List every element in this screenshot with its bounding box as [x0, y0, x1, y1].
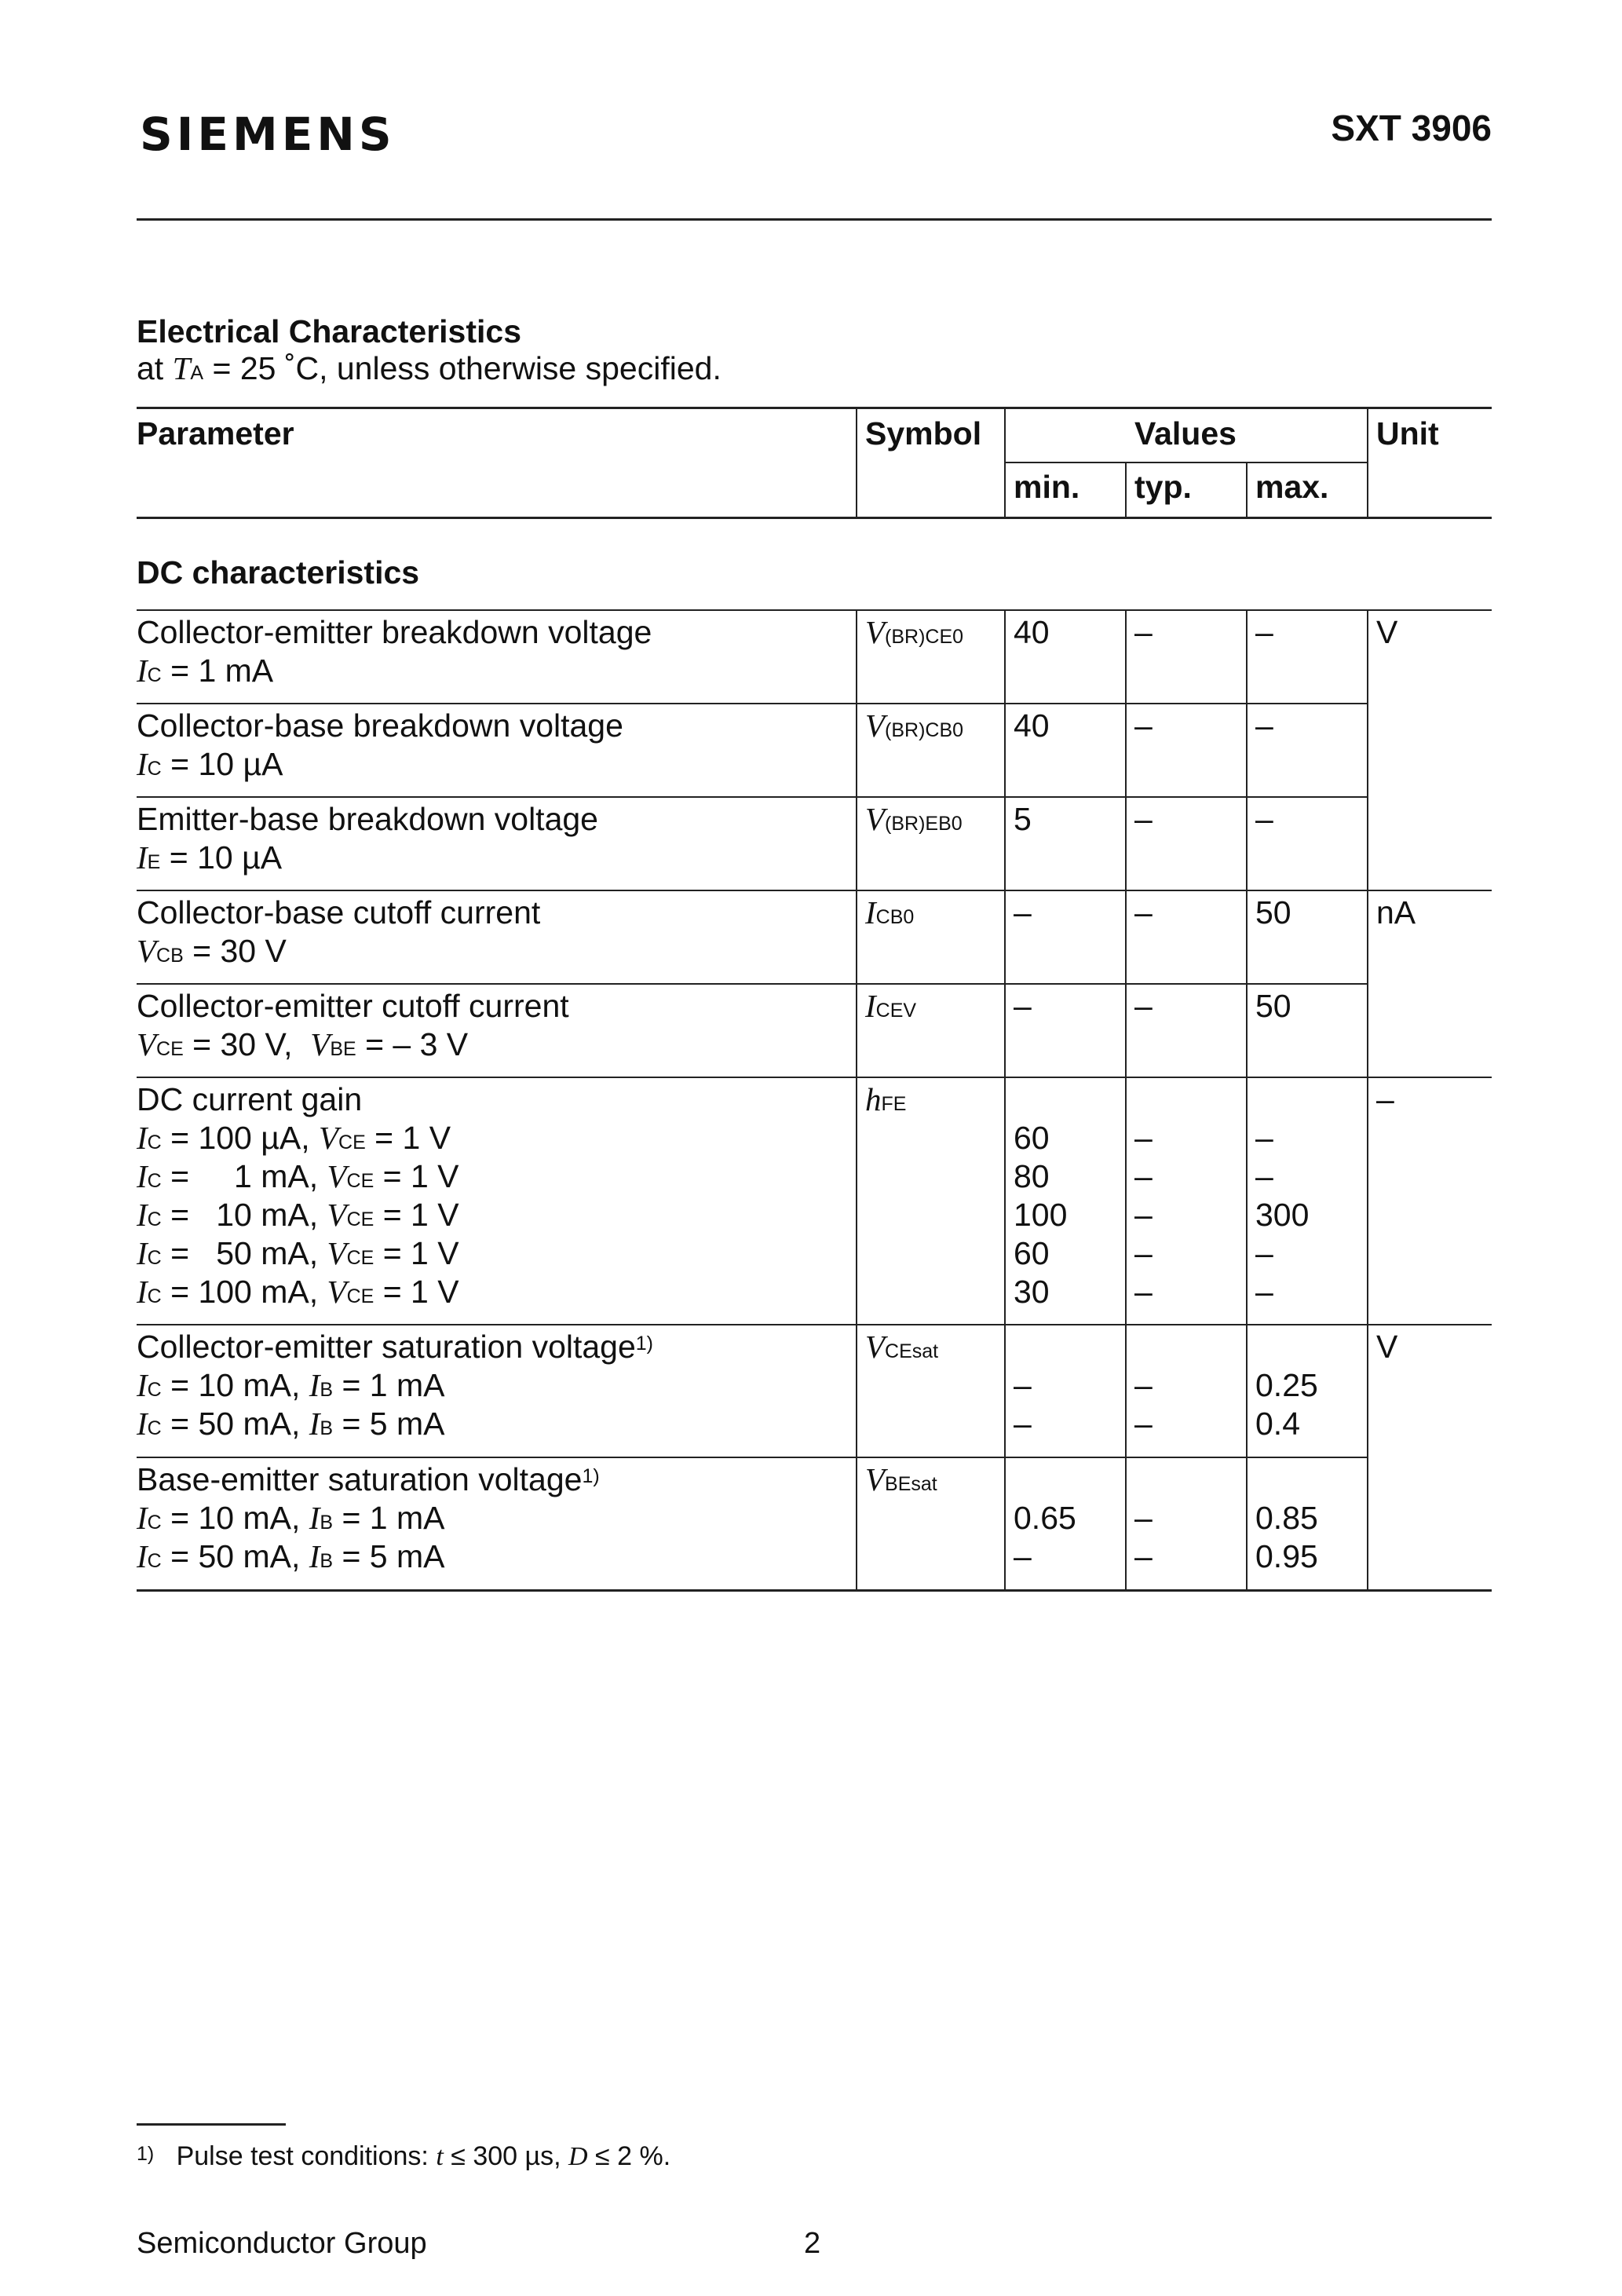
- row-symbol: [865, 1328, 938, 1371]
- table-column-rule: [1367, 1457, 1368, 1589]
- condition-text: = 1 mA: [333, 1500, 445, 1536]
- value-typ: –: [1134, 707, 1153, 744]
- symbol-letter: I: [137, 1235, 148, 1271]
- value-typ: –: [1134, 1235, 1153, 1271]
- table-column-rule: [1125, 1457, 1127, 1589]
- table-column-rule: [856, 703, 857, 796]
- row-condition: [137, 1366, 445, 1409]
- condition-text: = 10 mA,: [161, 1500, 309, 1536]
- value-max: 50: [1255, 894, 1291, 930]
- row-symbol: [865, 987, 916, 1030]
- footnote-ref: 1): [582, 1465, 600, 1487]
- table-column-rule: [1246, 983, 1248, 1077]
- table-column-rule: [1367, 890, 1368, 983]
- symbol-letter: I: [137, 746, 148, 782]
- value-min: –: [1014, 1538, 1032, 1574]
- parameter-name: Collector-emitter breakdown voltage: [137, 614, 652, 650]
- table-rule: [137, 1077, 1367, 1078]
- footer-company: Semiconductor Group: [137, 2227, 427, 2260]
- symbol-letter: I: [137, 1158, 148, 1194]
- parameter-name: DC current gain: [137, 1081, 363, 1117]
- table-rule: [137, 890, 1367, 891]
- value-max: –: [1255, 1158, 1273, 1194]
- symbol-subscript: CE: [156, 1038, 184, 1060]
- symbol-subscript: B: [320, 1550, 334, 1572]
- header-rule: [137, 218, 1492, 221]
- row-condition: [137, 1234, 459, 1278]
- symbol-letter: I: [137, 1500, 148, 1536]
- value-typ: –: [1134, 614, 1153, 650]
- row-parameter: [137, 613, 652, 652]
- row-condition: [137, 1026, 468, 1069]
- value-max: –: [1255, 801, 1273, 837]
- condition-text: = 1 V: [365, 1120, 451, 1156]
- condition-text: = – 3 V: [356, 1026, 469, 1062]
- symbol-subscript: CB: [156, 945, 184, 967]
- symbol-subscript: (BR)EB0: [885, 813, 963, 835]
- row-parameter: [137, 800, 598, 839]
- table-column-rule: [1125, 1077, 1127, 1324]
- page-number: 2: [804, 2227, 821, 2260]
- value-min: 100: [1014, 1197, 1068, 1233]
- value-max: –: [1255, 1235, 1273, 1271]
- symbol-subscript: B: [320, 1379, 334, 1401]
- table-column-rule: [856, 1457, 857, 1589]
- value-typ: –: [1134, 1197, 1153, 1233]
- symbol-letter: V: [137, 933, 157, 969]
- header-typ: typ.: [1134, 469, 1192, 505]
- table-column-rule: [1004, 1324, 1006, 1457]
- symbol-subscript: C: [147, 1512, 162, 1534]
- value-max: –: [1255, 1274, 1273, 1310]
- table-rule: [137, 1324, 1367, 1325]
- table-column-rule: [1125, 609, 1127, 703]
- symbol-letter: V: [310, 1026, 331, 1062]
- symbol-subscript: CE: [346, 1247, 374, 1269]
- value-typ: –: [1134, 1500, 1153, 1536]
- row-condition: [137, 652, 273, 695]
- value-typ: –: [1134, 894, 1153, 930]
- table-column-rule: [1246, 890, 1248, 983]
- symbol-subscript: (BR)CE0: [885, 626, 964, 648]
- symbol-letter: I: [137, 1197, 148, 1233]
- symbol-subscript: C: [147, 1132, 162, 1153]
- symbol-letter: I: [309, 1406, 320, 1442]
- condition-text: = 50 mA,: [161, 1538, 309, 1574]
- table-column-rule: [1367, 983, 1368, 1077]
- value-max: –: [1255, 614, 1273, 650]
- table-column-rule: [1004, 609, 1006, 703]
- table-column-rule: [1004, 703, 1006, 796]
- value-typ: –: [1134, 1158, 1153, 1194]
- parameter-name: Collector-base breakdown voltage: [137, 707, 623, 744]
- value-typ: –: [1134, 988, 1153, 1024]
- table-column-rule: [1367, 703, 1368, 796]
- condition-text: = 30 V: [183, 933, 287, 969]
- header-parameter: Parameter: [137, 415, 294, 452]
- value-max: 0.85: [1255, 1500, 1318, 1536]
- row-symbol: [865, 800, 963, 843]
- value-min: –: [1014, 894, 1032, 930]
- table-rule: [1367, 890, 1492, 891]
- row-unit: –: [1376, 1081, 1394, 1117]
- symbol-subscript: CB0: [875, 906, 915, 928]
- symbol-letter: I: [137, 1274, 148, 1310]
- symbol-subscript: CE: [338, 1132, 366, 1153]
- symbol-subscript: C: [147, 1285, 162, 1307]
- header-max: max.: [1255, 469, 1329, 505]
- value-typ: –: [1134, 801, 1153, 837]
- header-symbol: Symbol: [865, 415, 982, 452]
- table-rule: [137, 1457, 1367, 1458]
- part-number: SXT 3906: [1331, 108, 1492, 148]
- condition-text: = 1 V: [374, 1274, 459, 1310]
- symbol-letter: I: [137, 839, 148, 876]
- value-typ: –: [1134, 1120, 1153, 1156]
- section-title: Electrical Characteristics: [137, 313, 521, 349]
- parameter-name: Base-emitter saturation voltage: [137, 1461, 583, 1497]
- table-column-rule: [1004, 796, 1006, 890]
- table-column-rule: [1367, 407, 1368, 517]
- condition-text: = 50 mA,: [161, 1406, 309, 1442]
- value-min: 40: [1014, 614, 1050, 650]
- condition-text: = 1 mA: [333, 1367, 445, 1403]
- condition-text: = 1 V: [374, 1235, 459, 1271]
- symbol-subscript: C: [147, 1417, 162, 1439]
- symbol-subscript: (BR)CB0: [885, 719, 964, 741]
- parameter-name: Collector-emitter saturation voltage: [137, 1329, 636, 1365]
- row-condition: [137, 1499, 445, 1542]
- symbol-letter: I: [309, 1367, 320, 1403]
- table-rule: [137, 703, 1367, 704]
- symbol-letter: V: [865, 707, 886, 744]
- symbol-subscript: CE: [346, 1170, 374, 1192]
- table-column-rule: [1004, 890, 1006, 983]
- table-column-rule: [1125, 796, 1127, 890]
- value-typ: –: [1134, 1367, 1153, 1403]
- table-column-rule: [1004, 1457, 1006, 1589]
- symbol-subscript: C: [147, 1208, 162, 1230]
- header-values: Values: [1134, 415, 1237, 452]
- table-column-rule: [1004, 983, 1006, 1077]
- symbol-letter: I: [309, 1500, 320, 1536]
- table-column-rule: [1125, 462, 1127, 517]
- table-column-rule: [1246, 609, 1248, 703]
- symbol-letter: V: [327, 1235, 347, 1271]
- condition-text: = 1 V: [374, 1197, 459, 1233]
- condition-text: = 10 µA: [160, 839, 283, 876]
- table-rule: [1367, 1589, 1492, 1592]
- table-column-rule: [1125, 890, 1127, 983]
- value-min: –: [1014, 1367, 1032, 1403]
- value-typ: –: [1134, 1538, 1153, 1574]
- table-column-rule: [1125, 1324, 1127, 1457]
- symbol-subscript: CEsat: [885, 1340, 939, 1362]
- symbol-letter: V: [865, 801, 886, 837]
- value-min: 5: [1014, 801, 1032, 837]
- condition-text: = 1 V: [374, 1158, 459, 1194]
- symbol-subscript: FE: [881, 1093, 907, 1115]
- condition-text: = 1 mA,: [161, 1158, 327, 1194]
- row-condition: [137, 1405, 445, 1448]
- symbol-subscript: BE: [330, 1038, 356, 1060]
- header-min: min.: [1014, 469, 1080, 505]
- row-condition: [137, 1196, 459, 1239]
- table-rule: [1367, 1077, 1492, 1078]
- row-condition: [137, 839, 282, 882]
- row-unit: V: [1376, 614, 1398, 650]
- symbol-subscript: CE: [346, 1285, 374, 1307]
- table-rule: [137, 609, 1492, 611]
- row-symbol: [865, 894, 914, 937]
- table-column-rule: [1246, 1457, 1248, 1589]
- row-condition: [137, 1273, 459, 1316]
- table-rule: [137, 407, 1492, 409]
- header-unit: Unit: [1376, 415, 1439, 452]
- table-rule: [137, 517, 1492, 519]
- symbol-subscript: C: [147, 1247, 162, 1269]
- row-parameter: [137, 1461, 600, 1499]
- symbol-subscript: CE: [346, 1208, 374, 1230]
- value-typ: –: [1134, 1406, 1153, 1442]
- row-unit: V: [1376, 1329, 1398, 1365]
- condition-text: = 10 µA: [161, 746, 283, 782]
- symbol-subscript: B: [320, 1417, 334, 1439]
- value-max: –: [1255, 1120, 1273, 1156]
- value-min: 60: [1014, 1235, 1050, 1271]
- parameter-name: Collector-base cutoff current: [137, 894, 541, 930]
- section-subtitle: at TA = 25 ˚C, unless otherwise specified.: [137, 350, 721, 386]
- row-unit: nA: [1376, 894, 1416, 930]
- table-column-rule: [856, 609, 857, 703]
- symbol-letter: I: [137, 1367, 148, 1403]
- table-column-rule: [1246, 703, 1248, 796]
- row-condition: [137, 745, 283, 788]
- table-column-rule: [856, 1077, 857, 1324]
- table-column-rule: [1125, 703, 1127, 796]
- symbol-letter: V: [319, 1120, 339, 1156]
- footnote-ref: 1): [635, 1333, 654, 1355]
- value-min: –: [1014, 1406, 1032, 1442]
- value-max: 50: [1255, 988, 1291, 1024]
- row-symbol: [865, 613, 963, 656]
- symbol-subscript: C: [147, 1379, 162, 1401]
- condition-text: = 30 V,: [183, 1026, 311, 1062]
- row-symbol: [865, 1461, 937, 1504]
- parameter-name: Emitter-base breakdown voltage: [137, 801, 598, 837]
- symbol-letter: I: [865, 894, 876, 930]
- symbol-letter: I: [137, 653, 148, 689]
- table-rule: [137, 796, 1367, 798]
- value-min: 80: [1014, 1158, 1050, 1194]
- table-column-rule: [856, 407, 857, 517]
- group-title-dc: DC characteristics: [137, 554, 420, 590]
- symbol-letter: V: [865, 1329, 886, 1365]
- row-symbol: [865, 1080, 906, 1124]
- table-column-rule: [1246, 796, 1248, 890]
- row-condition: [137, 1157, 459, 1201]
- symbol-subscript: BEsat: [885, 1473, 937, 1495]
- parameter-name: Collector-emitter cutoff current: [137, 988, 569, 1024]
- value-max: 0.25: [1255, 1367, 1318, 1403]
- footnote-rule: [137, 2123, 286, 2126]
- symbol-letter: I: [137, 1406, 148, 1442]
- value-typ: –: [1134, 1274, 1153, 1310]
- symbol-letter: h: [865, 1081, 882, 1117]
- row-parameter: [137, 894, 540, 932]
- symbol-letter: V: [865, 1461, 886, 1497]
- row-symbol: [865, 707, 963, 750]
- table-column-rule: [1246, 1324, 1248, 1457]
- symbol-letter: I: [137, 1120, 148, 1156]
- condition-text: = 5 mA: [333, 1406, 445, 1442]
- table-column-rule: [856, 796, 857, 890]
- value-max: 0.4: [1255, 1406, 1300, 1442]
- symbol-subscript: CEV: [875, 1000, 917, 1022]
- symbol-letter: V: [865, 614, 886, 650]
- value-max: 0.95: [1255, 1538, 1318, 1574]
- value-min: –: [1014, 988, 1032, 1024]
- condition-text: = 100 µA,: [161, 1120, 319, 1156]
- symbol-subscript: C: [147, 1170, 162, 1192]
- symbol-subscript: E: [147, 851, 161, 873]
- row-parameter: [137, 707, 623, 745]
- value-min: 0.65: [1014, 1500, 1076, 1536]
- table-rule: [137, 983, 1367, 985]
- symbol-letter: I: [309, 1538, 320, 1574]
- table-column-rule: [1004, 1077, 1006, 1324]
- table-rule: [137, 1589, 1367, 1592]
- value-max: 300: [1255, 1197, 1310, 1233]
- symbol-letter: V: [137, 1026, 157, 1062]
- row-condition: [137, 932, 287, 975]
- condition-text: = 50 mA,: [161, 1235, 327, 1271]
- row-condition: [137, 1119, 451, 1162]
- table-column-rule: [1367, 609, 1368, 703]
- symbol-letter: V: [327, 1274, 347, 1310]
- row-parameter: [137, 987, 569, 1026]
- value-min: 40: [1014, 707, 1050, 744]
- symbol-subscript: C: [147, 664, 162, 686]
- value-max: –: [1255, 707, 1273, 744]
- table-column-rule: [1125, 983, 1127, 1077]
- table-column-rule: [1367, 1324, 1368, 1457]
- table-column-rule: [856, 1324, 857, 1457]
- value-min: 60: [1014, 1120, 1050, 1156]
- condition-text: = 1 mA: [161, 653, 274, 689]
- condition-text: = 5 mA: [333, 1538, 445, 1574]
- table-column-rule: [1246, 462, 1248, 517]
- table-rule: [1004, 462, 1367, 463]
- table-column-rule: [856, 983, 857, 1077]
- symbol-letter: I: [137, 1538, 148, 1574]
- footnote: 1) Pulse test conditions: t ≤ 300 µs, D ≤ 2 %.: [137, 2141, 671, 2171]
- siemens-logo: SIEMENS: [140, 108, 396, 161]
- table-column-rule: [856, 890, 857, 983]
- table-rule: [1367, 1324, 1492, 1325]
- condition-text: = 100 mA,: [161, 1274, 327, 1310]
- symbol-subscript: B: [320, 1512, 334, 1534]
- condition-text: = 10 mA,: [161, 1197, 327, 1233]
- row-parameter: [137, 1328, 653, 1366]
- symbol-subscript: C: [147, 758, 162, 780]
- table-column-rule: [1004, 407, 1006, 517]
- condition-text: = 10 mA,: [161, 1367, 309, 1403]
- table-column-rule: [1246, 1077, 1248, 1324]
- table-column-rule: [1367, 796, 1368, 890]
- symbol-letter: V: [327, 1158, 347, 1194]
- symbol-letter: V: [327, 1197, 347, 1233]
- table-column-rule: [1367, 1077, 1368, 1324]
- symbol-subscript: C: [147, 1550, 162, 1572]
- symbol-letter: I: [865, 988, 876, 1024]
- row-condition: [137, 1537, 445, 1581]
- row-parameter: [137, 1080, 362, 1119]
- value-min: 30: [1014, 1274, 1050, 1310]
